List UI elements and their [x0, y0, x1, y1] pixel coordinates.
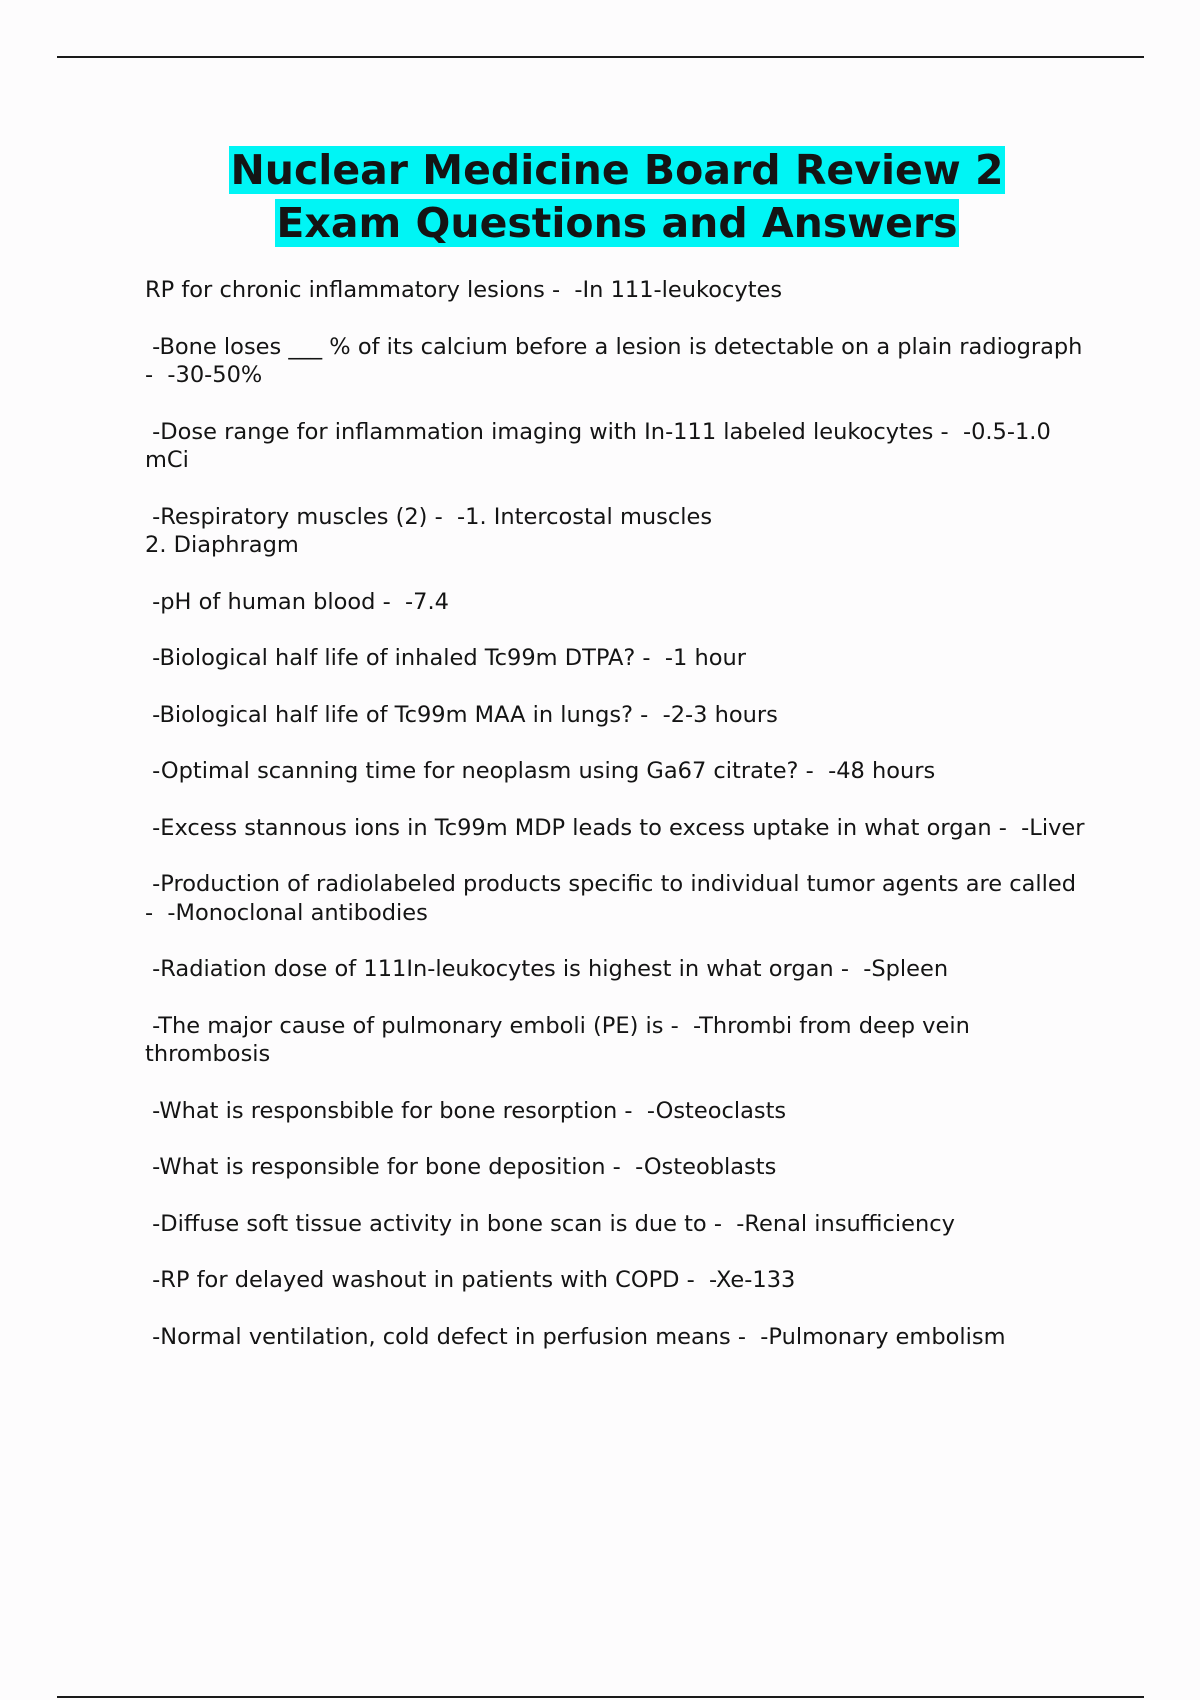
qa-item: -Biological half life of inhaled Tc99m DTPA? - -1 hour: [145, 645, 746, 671]
qa-item: -What is responsbible for bone resorption - -Osteoclasts: [145, 1097, 787, 1124]
qa-item: -Excess stannous ions in Tc99m MDP leads to excess uptake in what organ - -Liver: [145, 814, 1085, 841]
document-title: [0, 144, 1200, 250]
qa-item: -The major cause of pulmonary emboli (PE) is - -Thrombi from deep vein thrombosis: [145, 1012, 977, 1067]
qa-item: -Bone loses ___ % of its calcium before a lesion is detectable on a plain radiograph - -30-50%: [145, 333, 1090, 388]
document-title-line-1: Nuclear Medicine Board Review 2: [230, 146, 1004, 194]
qa-item: -Dose range for inflammation imaging with In-111 labeled leukocytes - -0.5-1.0 mCi: [145, 418, 1058, 473]
qa-item: -Production of radiolabeled products specific to individual tumor agents are called - -Monoclonal antibodies: [145, 871, 1084, 926]
qa-item: -What is responsible for bone deposition - -Osteoblasts: [145, 1154, 777, 1180]
header-rule: [57, 56, 1144, 58]
qa-item: -pH of human blood - -7.4: [145, 588, 449, 615]
qa-item: -Normal ventilation, cold defect in perfusion means - -Pulmonary embolism: [145, 1323, 1006, 1350]
qa-item: -Radiation dose of 111In-leukocytes is highest in what organ - -Spleen: [145, 956, 949, 982]
qa-item: -Biological half life of Tc99m MAA in lungs? - -2-3 hours: [145, 701, 778, 728]
qa-item: -Optimal scanning time for neoplasm using Ga67 citrate? - -48 hours: [145, 758, 936, 784]
document-title-line-2: Exam Questions and Answers: [276, 199, 958, 247]
qa-list: [145, 276, 1090, 1379]
footer-rule: [57, 1696, 1144, 1698]
qa-item: -Diffuse soft tissue activity in bone scan is due to - -Renal insufficiency: [145, 1210, 955, 1237]
qa-item: -RP for delayed washout in patients with COPD - -Xe-133: [145, 1267, 796, 1293]
qa-item: -Respiratory muscles (2) - -1. Intercostal muscles 2. Diaphragm: [145, 503, 713, 558]
qa-item: RP for chronic inflammatory lesions - -In 111-leukocytes: [145, 277, 783, 303]
